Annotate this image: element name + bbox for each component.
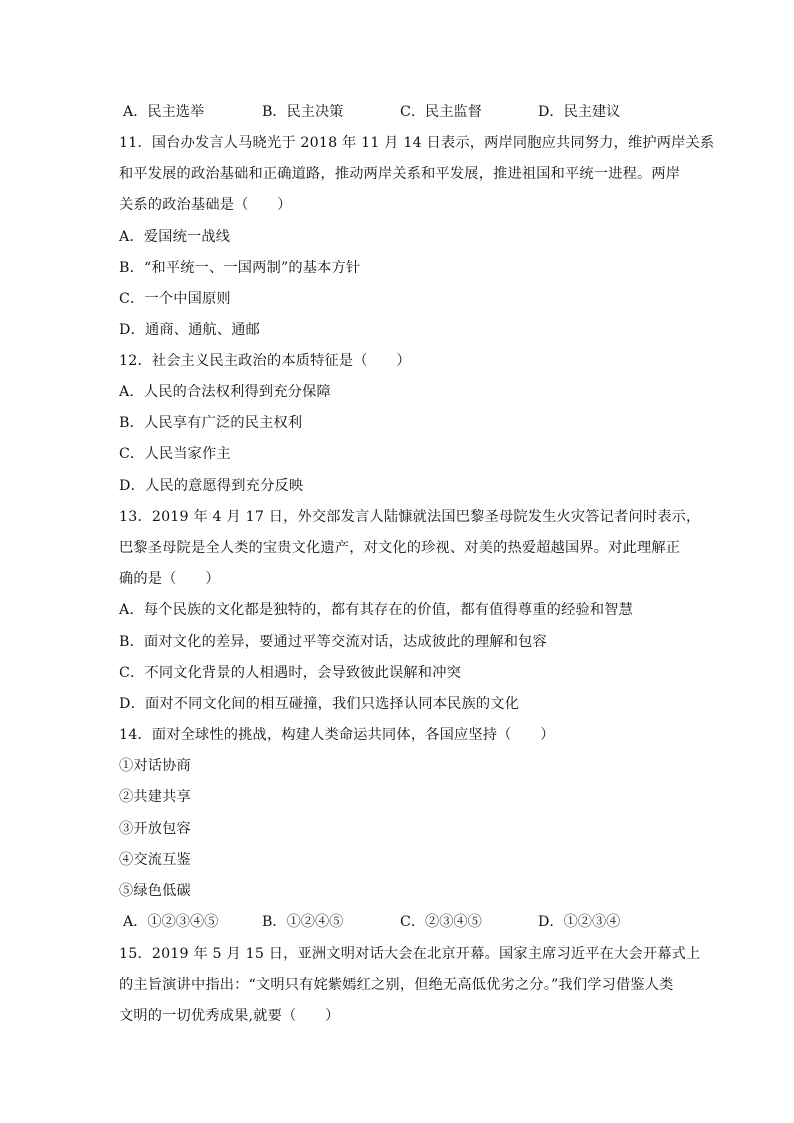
q10-option-b: B．民主决策 xyxy=(262,104,344,120)
q11-option-a: A．爱国统一战线 xyxy=(119,229,231,245)
q12-option-d: D．人民的意愿得到充分反映 xyxy=(119,478,304,494)
q13-stem-line-3: 确的是（ ） xyxy=(119,571,220,587)
q11-stem-line-1: 11．国台办发言人马晓光于 2018 年 11 月 14 日表示，两岸同胞应共同努力，维护两岸关系 xyxy=(119,135,715,151)
q15-stem-line-2: 的主旨演讲中指出：“文明只有姹紫嫣红之别，但绝无高低优劣之分。”我们学习借鉴人类 xyxy=(119,977,674,993)
q11-stem-line-2: 和平发展的政治基础和正确道路，推动两岸关系和平发展，推进祖国和平统一进程。两岸 xyxy=(119,166,681,182)
q11-option-b: B．“和平统一、一国两制”的基本方针 xyxy=(119,260,361,276)
q14-option-d: D．①②③④ xyxy=(538,914,621,930)
q13-stem-line-1: 13．2019 年 4 月 17 日，外交部发言人陆慷就法国巴黎圣母院发生火灾答记者问时表示， xyxy=(119,509,701,525)
q11-stem-line-3: 关系的政治基础是（ ） xyxy=(119,197,292,213)
q13-option-d: D．面对不同文化间的相互碰撞，我们只选择认同本民族的文化 xyxy=(119,696,520,712)
q14-item-2: ②共建共享 xyxy=(119,789,191,805)
q12-option-c: C．人民当家作主 xyxy=(119,446,231,462)
q10-option-a: A．民主选举 xyxy=(123,104,205,120)
q11-option-d: D．通商、通航、通邮 xyxy=(119,322,261,338)
q12-stem: 12．社会主义民主政治的本质特征是（ ） xyxy=(119,353,411,369)
q13-option-a: A．每个民族的文化都是独特的，都有其存在的价值，都有值得尊重的经验和智慧 xyxy=(119,602,634,618)
q13-stem-line-2: 巴黎圣母院是全人类的宝贵文化遗产，对文化的珍视、对美的热爱超越国界。对此理解正 xyxy=(119,540,681,556)
q14-stem: 14．面对全球性的挑战，构建人类命运共同体，各国应坚持（ ） xyxy=(119,727,555,743)
q15-stem-line-3: 文明的一切优秀成果,就要（ ） xyxy=(119,1008,340,1024)
q13-option-b: B．面对文化的差异，要通过平等交流对话，达成彼此的理解和包容 xyxy=(119,634,547,650)
q14-option-c: C．②③④⑤ xyxy=(400,914,482,930)
q14-item-3: ③开放包容 xyxy=(119,821,191,837)
q12-option-a: A．人民的合法权利得到充分保障 xyxy=(119,384,331,400)
q11-option-c: C．一个中国原则 xyxy=(119,291,231,307)
q12-option-b: B．人民享有广泛的民主权利 xyxy=(119,415,303,431)
q14-item-1: ①对话协商 xyxy=(119,758,191,774)
q10-option-c: C．民主监督 xyxy=(400,104,482,120)
q10-option-d: D．民主建议 xyxy=(538,104,621,120)
q13-option-c: C．不同文化背景的人相遇时，会导致彼此误解和冲突 xyxy=(119,665,461,681)
q15-stem-line-1: 15．2019 年 5 月 15 日，亚洲文明对话大会在北京开幕。国家主席习近平在大会开幕式上 xyxy=(119,946,701,962)
q14-option-a: A．①②③④⑤ xyxy=(123,914,219,930)
q14-item-4: ④交流互鉴 xyxy=(119,852,191,868)
q14-option-b: B．①②④⑤ xyxy=(262,914,344,930)
q14-item-5: ⑤绿色低碳 xyxy=(119,883,191,899)
